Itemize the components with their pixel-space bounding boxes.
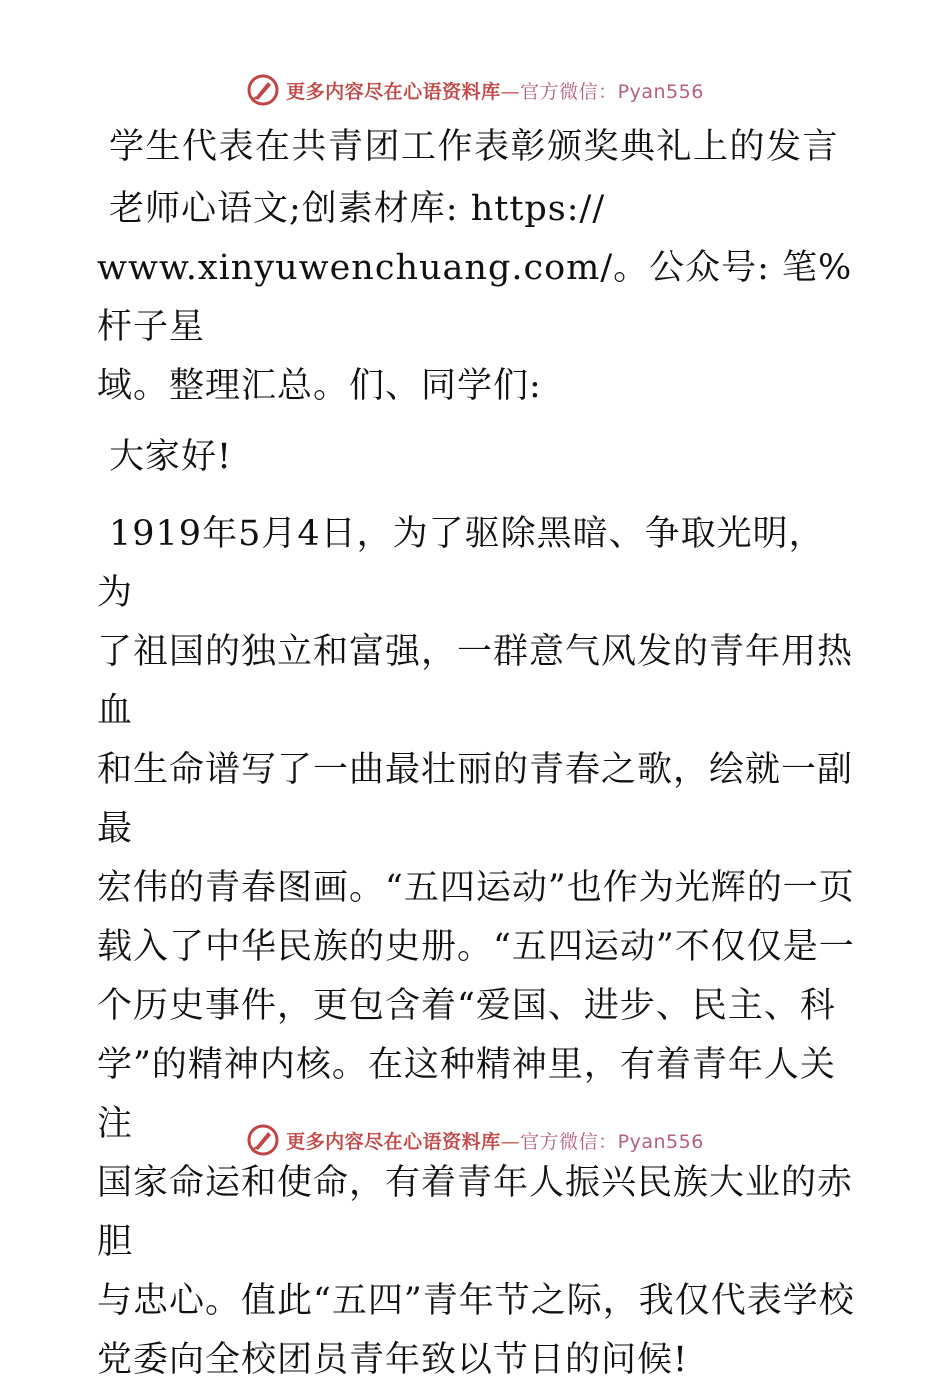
greeting-text: 大家好! bbox=[109, 437, 233, 477]
intro-line: www.xinyuwenchuang.com/。公众号: 笔%杆子星 bbox=[97, 248, 853, 347]
footer-separator: — bbox=[500, 1130, 521, 1153]
quill-circle-logo-icon bbox=[246, 1123, 280, 1157]
footer-brand-text: 更多内容尽在心语资料库 bbox=[286, 1130, 501, 1153]
body-line: 与忠心。值此“五四”青年节之际，我仅代表学校 bbox=[97, 1281, 855, 1321]
header-wechat-text: 官方微信：Pyan556 bbox=[520, 80, 704, 103]
footer-banner bbox=[0, 1118, 950, 1162]
document-title: 学生代表在共青团工作表彰颁奖典礼上的发言 bbox=[109, 127, 840, 167]
body-line: 和生命谱写了一曲最壮丽的青春之歌，绘就一副最 bbox=[97, 750, 854, 849]
spacer bbox=[97, 416, 857, 428]
body-line: 党委向全校团员青年致以节日的问候! bbox=[97, 1340, 689, 1380]
intro-line: 域。整理汇总。们、同学们: bbox=[97, 366, 542, 406]
body-line: 了祖国的独立和富强，一群意气风发的青年用热血 bbox=[97, 632, 854, 731]
body-line: 个历史事件，更包含着“爱国、进步、民主、科 bbox=[97, 986, 836, 1026]
footer-wechat-text: 官方微信：Pyan556 bbox=[520, 1130, 704, 1153]
header-banner-text bbox=[286, 77, 704, 104]
intro-line: 老师心语文;创素材库: https:// bbox=[109, 189, 606, 229]
header-brand-text: 更多内容尽在心语资料库 bbox=[286, 80, 501, 103]
header-banner bbox=[0, 68, 950, 112]
quill-circle-logo-icon bbox=[246, 73, 280, 107]
document-body bbox=[97, 122, 857, 1390]
spacer bbox=[97, 487, 857, 505]
body-line: 学”的精神内核。在这种精神里，有着青年人关注 bbox=[97, 1045, 836, 1144]
body-line: 宏伟的青春图画。“五四运动”也作为光辉的一页 bbox=[97, 868, 855, 908]
header-separator: — bbox=[500, 80, 521, 103]
footer-banner-text bbox=[286, 1127, 704, 1154]
body-line: 载入了中华民族的史册。“五四运动”不仅仅是一 bbox=[97, 927, 855, 967]
body-line: 国家命运和使命，有着青年人振兴民族大业的赤胆 bbox=[97, 1163, 854, 1262]
body-line: 1919年5月4日，为了驱除黑暗、争取光明，为 bbox=[97, 514, 825, 613]
